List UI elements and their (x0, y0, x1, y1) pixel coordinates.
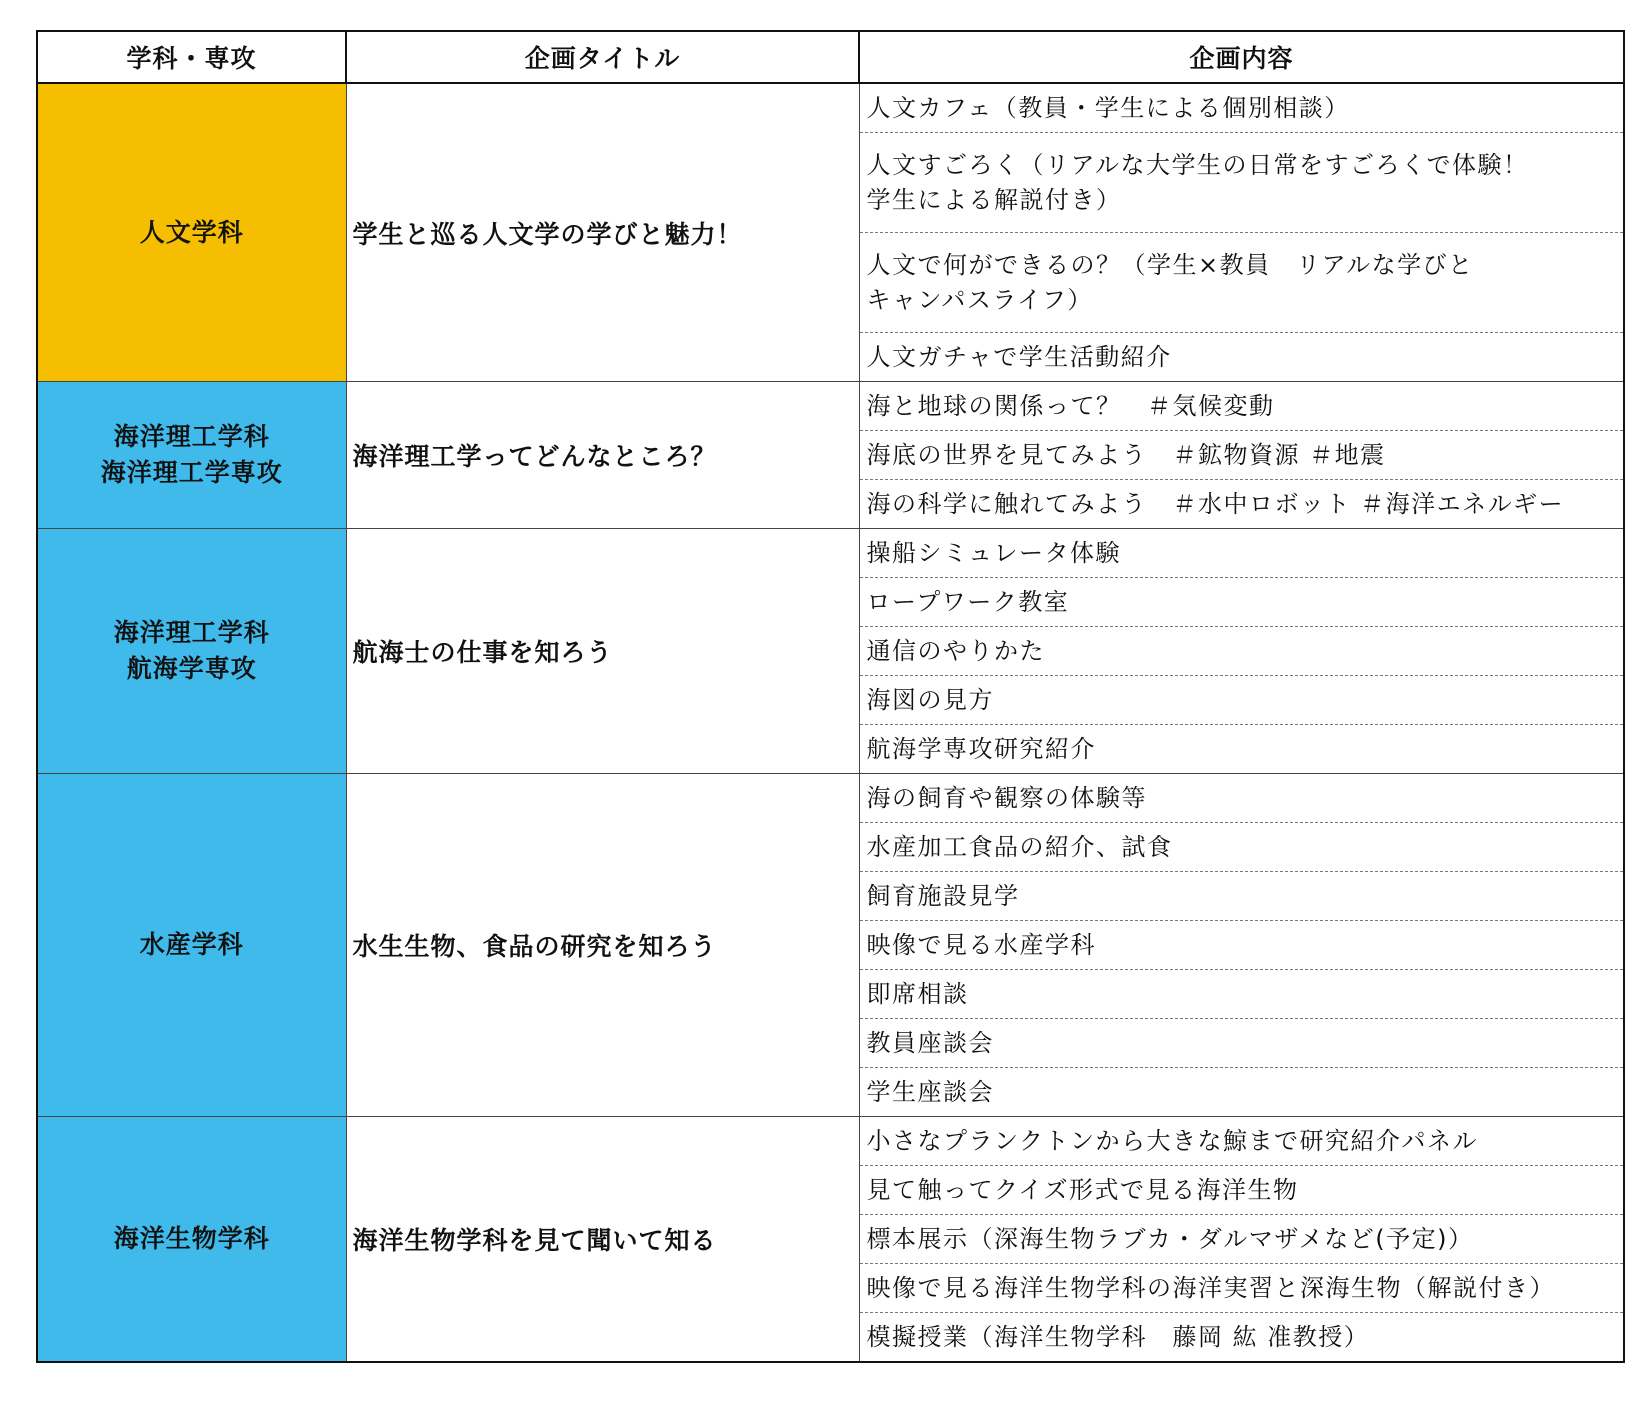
header-title: 企画タイトル (346, 31, 859, 83)
program-title: 海洋生物学科を見て聞いて知る (346, 1117, 859, 1363)
department-cell (37, 529, 346, 774)
program-title: 航海士の仕事を知ろう (346, 529, 859, 774)
department-cell (37, 1117, 346, 1363)
department-cell (37, 83, 346, 382)
table-row (37, 83, 1624, 133)
program-content-item (859, 970, 1624, 1019)
program-content-item (859, 1313, 1624, 1363)
program-content-item (859, 1068, 1624, 1117)
header-row (37, 31, 1624, 83)
department-name: 海洋生物学科 (113, 1224, 270, 1253)
table-body (37, 83, 1624, 1362)
table-row (37, 774, 1624, 823)
program-content-item (859, 382, 1624, 431)
program-content-item (859, 676, 1624, 725)
program-content-text: 操船シミュレータ体験 (866, 538, 1122, 567)
program-content-item (859, 1117, 1624, 1166)
department-name: 海洋理工学科 (113, 618, 270, 647)
program-content-item (859, 83, 1624, 133)
program-content-item (859, 480, 1624, 529)
program-content-text: 即席相談 (866, 979, 969, 1008)
department-name: 水産学科 (139, 930, 244, 959)
program-content-text: 教員座談会 (866, 1028, 994, 1057)
program-content-text: 人文すごろく（リアルな大学生の日常をすごろくで体験！ (866, 150, 1529, 179)
program-content-text: 小さなプランクトンから大きな鯨まで研究紹介パネル (866, 1126, 1479, 1155)
department-name: 海洋理工学専攻 (100, 458, 283, 487)
program-content-text: 海と地球の関係って？ ＃気候変動 (866, 391, 1275, 420)
header-content: 企画内容 (859, 31, 1624, 83)
program-content-item (859, 1215, 1624, 1264)
program-content-text: 人文で何ができるの？（学生×教員 リアルな学びと (866, 250, 1474, 279)
program-content-item (859, 578, 1624, 627)
program-content-item (859, 872, 1624, 921)
program-content-text: 水産加工食品の紹介、試食 (866, 832, 1173, 861)
program-title: 海洋理工学ってどんなところ？ (346, 382, 859, 529)
program-content-item (859, 725, 1624, 774)
program-content-text: 映像で見る水産学科 (866, 930, 1096, 959)
program-content-text: 模擬授業（海洋生物学科 藤岡 紘 准教授） (866, 1322, 1370, 1351)
program-content-text: 海の科学に触れてみよう ＃水中ロボット ＃海洋エネルギー (866, 489, 1565, 518)
program-table-container (36, 30, 1623, 1363)
program-content-text: 映像で見る海洋生物学科の海洋実習と深海生物（解説付き） (866, 1273, 1555, 1302)
program-content-item (859, 823, 1624, 872)
header-dept: 学科・専攻 (37, 31, 346, 83)
program-content-item (859, 1019, 1624, 1068)
program-content-text: 航海学専攻研究紹介 (866, 734, 1096, 763)
program-content-item (859, 133, 1624, 233)
program-content-text: 通信のやりかた (866, 636, 1045, 665)
program-content-item (859, 921, 1624, 970)
program-content-text: 海図の見方 (866, 685, 994, 714)
program-content-text: 見て触ってクイズ形式で見る海洋生物 (866, 1175, 1299, 1204)
department-name: 航海学専攻 (126, 654, 257, 683)
table-row (37, 1117, 1624, 1166)
program-content-text: 人文ガチャで学生活動紹介 (866, 342, 1172, 371)
program-table (36, 30, 1625, 1363)
program-content-text: 海の飼育や観察の体験等 (866, 783, 1147, 812)
program-title: 学生と巡る人文学の学びと魅力！ (346, 83, 859, 382)
table-row (37, 529, 1624, 578)
program-content-item (859, 627, 1624, 676)
program-content-text: キャンパスライフ） (866, 285, 1093, 314)
department-cell (37, 382, 346, 529)
program-content-text: ロープワーク教室 (866, 587, 1070, 616)
program-content-text: 学生座談会 (866, 1077, 994, 1106)
program-content-item (859, 233, 1624, 333)
program-content-text: 海底の世界を見てみよう ＃鉱物資源 ＃地震 (866, 440, 1386, 469)
department-name: 人文学科 (139, 217, 244, 247)
program-content-item (859, 529, 1624, 578)
table-row (37, 382, 1624, 431)
department-cell (37, 774, 346, 1117)
program-content-item (859, 333, 1624, 382)
program-content-text: 人文カフェ（教員・学生による個別相談） (866, 93, 1350, 122)
program-content-text: 学生による解説付き） (866, 185, 1122, 214)
program-content-item (859, 1166, 1624, 1215)
program-content-item (859, 1264, 1624, 1313)
program-content-text: 飼育施設見学 (866, 881, 1020, 910)
department-name: 海洋理工学科 (113, 422, 270, 451)
program-content-text: 標本展示（深海生物ラブカ・ダルマザメなど(予定)） (866, 1224, 1474, 1253)
program-title: 水生生物、食品の研究を知ろう (346, 774, 859, 1117)
program-content-item (859, 431, 1624, 480)
program-content-item (859, 774, 1624, 823)
